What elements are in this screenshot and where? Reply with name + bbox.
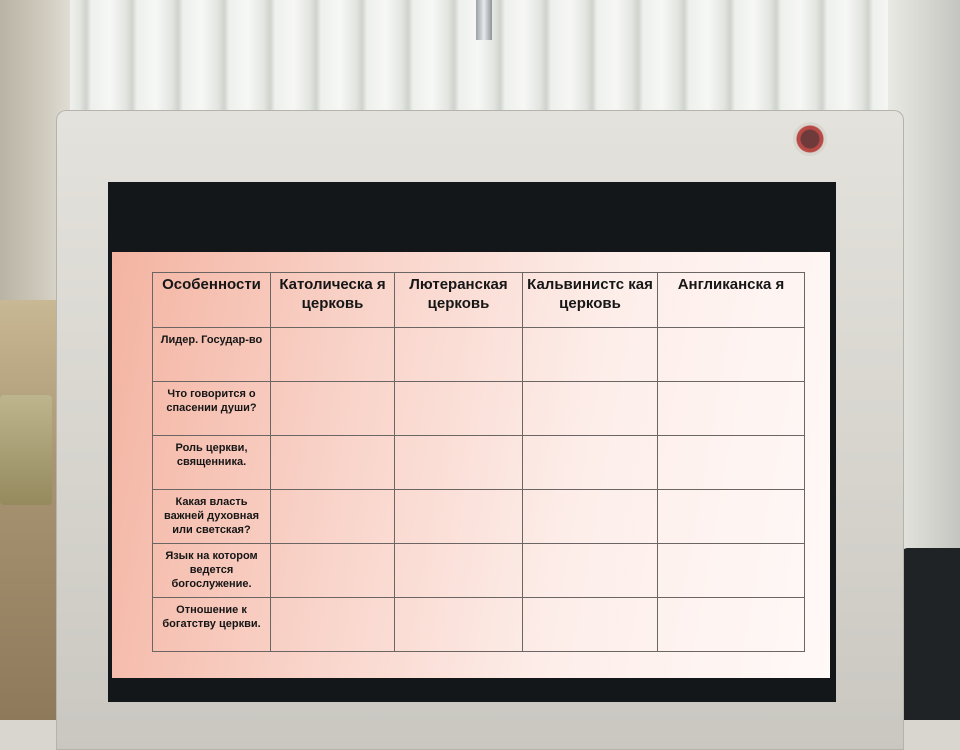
- table-row: [153, 598, 805, 652]
- header-anglican: Англиканска я: [658, 273, 805, 328]
- row-label: Что говорится о спасении души?: [153, 382, 271, 436]
- table-cell: [523, 328, 658, 382]
- table-row: [153, 328, 805, 382]
- dark-object: [900, 548, 960, 720]
- table-cell: [271, 544, 395, 598]
- chair: [0, 395, 52, 505]
- table-cell: [271, 490, 395, 544]
- table-cell: [658, 328, 805, 382]
- header-catholic: Католическа я церковь: [271, 273, 395, 328]
- table-cell: [271, 436, 395, 490]
- desk: [0, 300, 60, 720]
- comparison-table: [152, 272, 805, 652]
- monitor-screen: [112, 252, 830, 678]
- row-label: Роль церкви, священника.: [153, 436, 271, 490]
- row-label: Какая власть важней духовная или светская?: [153, 490, 271, 544]
- table-header-row: [153, 273, 805, 328]
- header-lutheran: Лютеранская церковь: [395, 273, 523, 328]
- table-cell: [658, 544, 805, 598]
- table-cell: [395, 328, 523, 382]
- header-calvinist: Кальвинистс кая церковь: [523, 273, 658, 328]
- row-label: Язык на котором ведется богослужение.: [153, 544, 271, 598]
- table-cell: [658, 382, 805, 436]
- row-label: Лидер. Государ-во: [153, 328, 271, 382]
- table-cell: [523, 436, 658, 490]
- window-pole: [476, 0, 492, 40]
- monitor-logo-icon: [793, 122, 827, 156]
- table-row: [153, 490, 805, 544]
- table-cell: [523, 598, 658, 652]
- table-row: [153, 544, 805, 598]
- row-label: Отношение к богатству церкви.: [153, 598, 271, 652]
- table-cell: [271, 598, 395, 652]
- table-cell: [658, 598, 805, 652]
- table-cell: [271, 328, 395, 382]
- table-cell: [271, 382, 395, 436]
- table-cell: [658, 490, 805, 544]
- table-cell: [395, 598, 523, 652]
- table-cell: [523, 490, 658, 544]
- table-cell: [523, 382, 658, 436]
- table-cell: [658, 436, 805, 490]
- table-cell: [395, 436, 523, 490]
- table-row: [153, 382, 805, 436]
- table-cell: [395, 544, 523, 598]
- table-cell: [395, 490, 523, 544]
- header-features: Особенности: [153, 273, 271, 328]
- table-cell: [523, 544, 658, 598]
- table-cell: [395, 382, 523, 436]
- table-row: [153, 436, 805, 490]
